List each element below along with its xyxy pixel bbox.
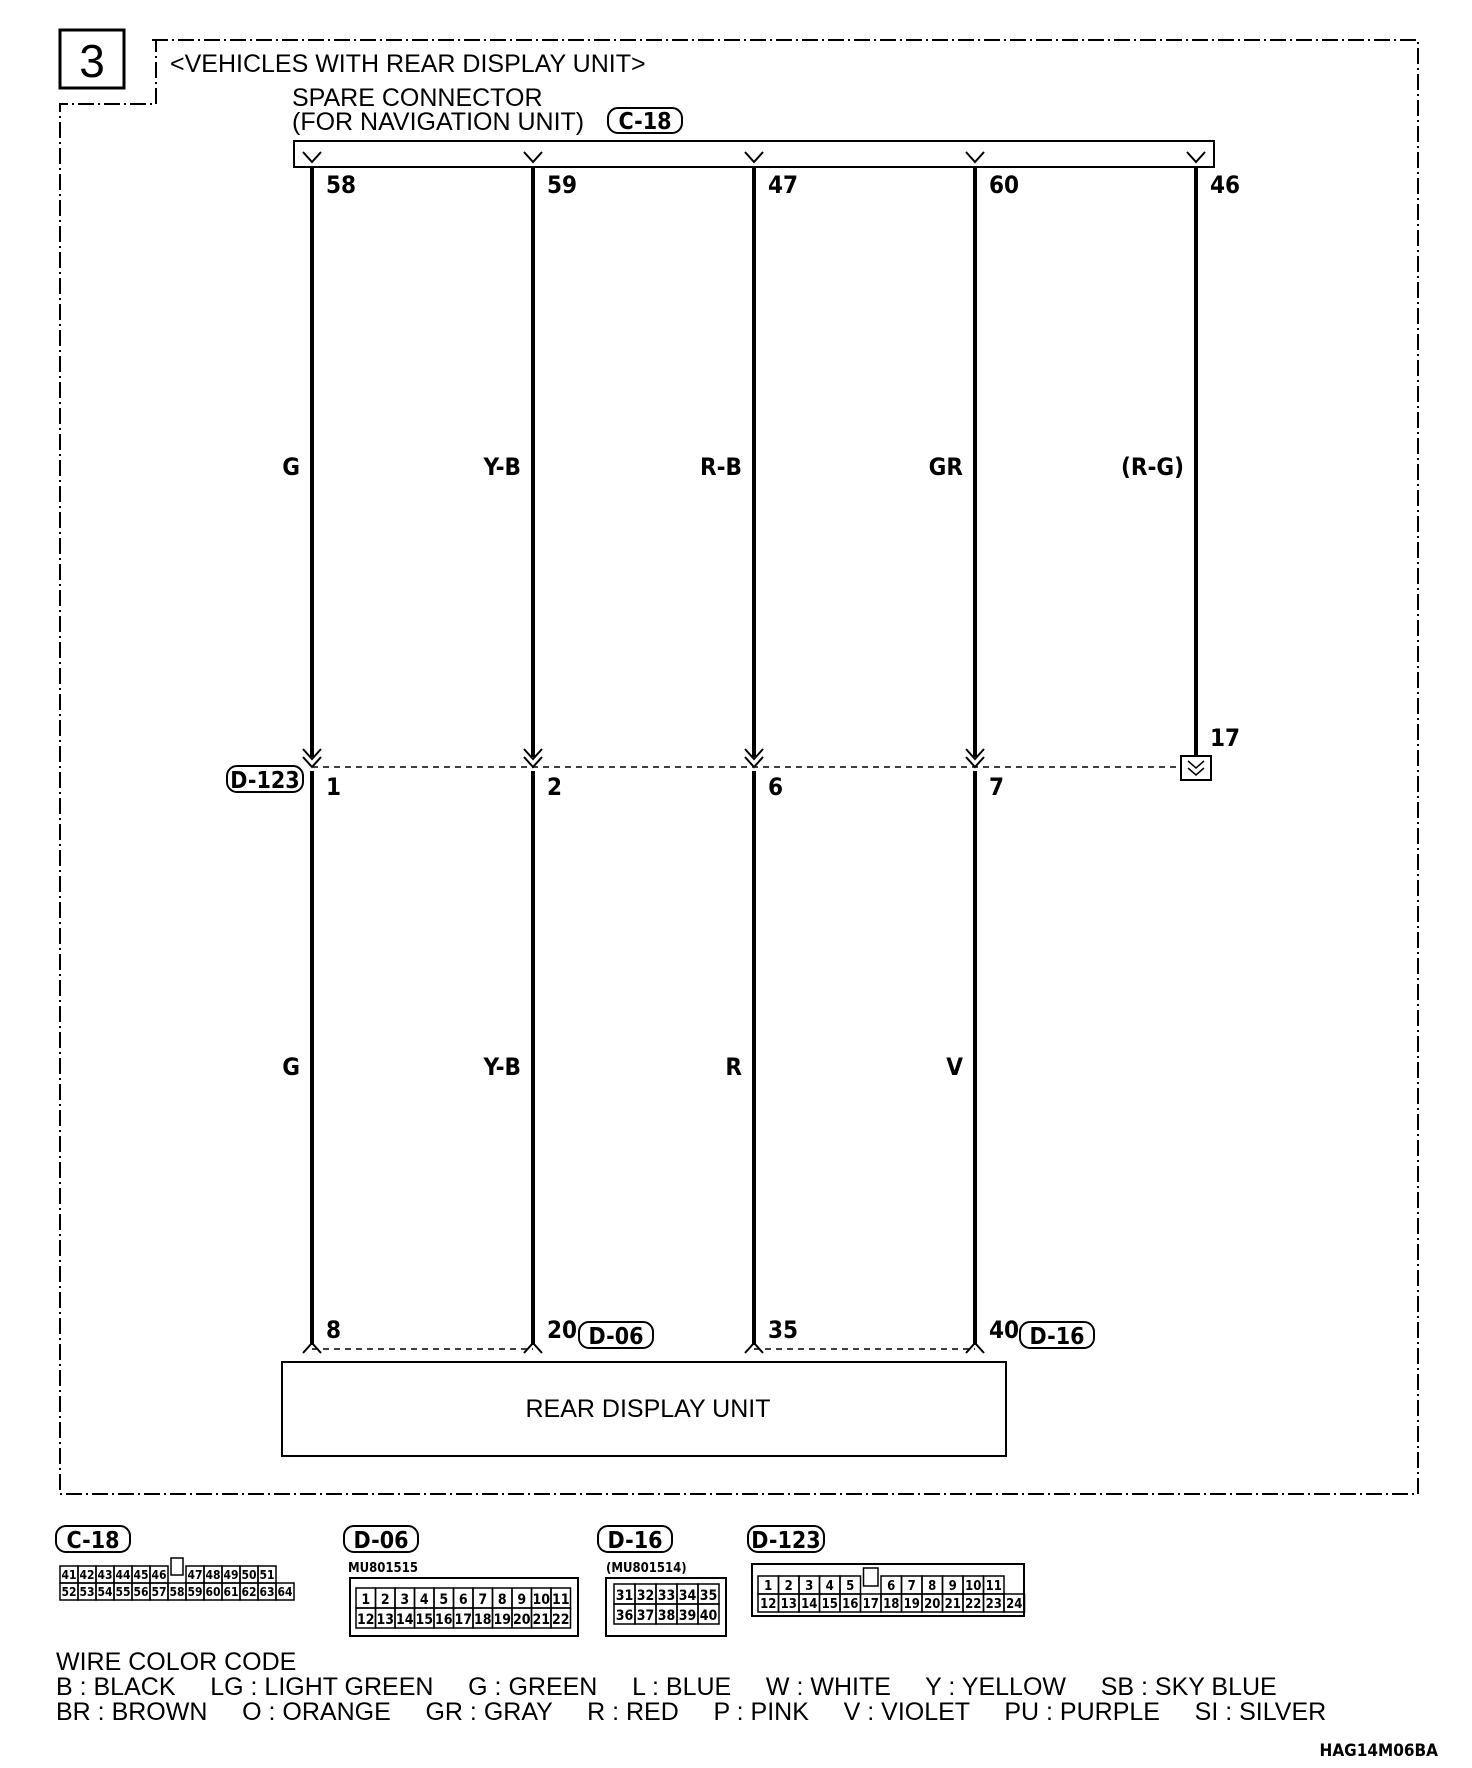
d123-view-cavity-number: 16 (842, 1597, 859, 1612)
pin-number: 46 (1210, 171, 1241, 199)
d16-view-cavity-number: 37 (636, 1608, 655, 1624)
pin-number: 20 (547, 1316, 578, 1344)
c18-view-code: C-18 (66, 1528, 120, 1554)
d16-view-housing (606, 1578, 726, 1636)
wire-color-label: (R-G) (1120, 453, 1184, 481)
spare-connector-subtitle: (FOR NAVIGATION UNIT) (292, 108, 585, 136)
d123-view-cavity-number: 23 (985, 1597, 1002, 1612)
pin-number: 58 (326, 171, 357, 199)
wire-color-code-line1: B : BLACK LG : LIGHT GREEN G : GREEN L : BLUE W : WHITE Y : YELLOW SB : SKY BLUE (56, 1673, 1277, 1701)
d123-view-code: D-123 (751, 1528, 821, 1554)
c18-view-cavity-number: 41 (61, 1568, 77, 1582)
d06-view-cavity-number: 17 (454, 1612, 473, 1628)
pin-number: 40 (989, 1316, 1020, 1344)
d123-view-cavity-number: 17 (862, 1597, 879, 1612)
wire-color-code-line2: BR : BROWN O : ORANGE GR : GRAY R : RED P : PINK V : VIOLET PU : PURPLE SI : SILVER (56, 1698, 1327, 1726)
d16-part-number: (MU801514) (606, 1561, 687, 1576)
c18-view-cavity-number: 44 (115, 1568, 131, 1582)
c18-view-cavity-number: 53 (79, 1585, 95, 1599)
d16-view-cavity-number: 39 (678, 1608, 697, 1624)
d06-view-cavity-number: 18 (473, 1612, 492, 1628)
d06-view-cavity-number: 9 (517, 1592, 527, 1608)
wire-color-label: R-B (699, 453, 742, 481)
d123-view-cavity-number: 6 (887, 1579, 896, 1594)
d06-view-cavity-number: 1 (361, 1592, 371, 1608)
d16-view-cavity-number: 31 (615, 1588, 634, 1604)
pin-number: 35 (768, 1316, 799, 1344)
c18-view-cavity-number: 47 (187, 1568, 203, 1582)
c18-view-cavity-number: 58 (169, 1585, 185, 1599)
d06-view-cavity-number: 19 (493, 1612, 512, 1628)
d123-view-cavity-number: 8 (928, 1579, 937, 1594)
wire-color-label: G (282, 1053, 300, 1081)
section-number: 3 (79, 35, 105, 87)
d123-view-cavity-number: 24 (1006, 1597, 1023, 1612)
figure-code: HAG14M06BA (1319, 1741, 1438, 1761)
terminal-mark (524, 152, 542, 162)
d123-view-cavity-number: 11 (985, 1579, 1002, 1594)
d16-view-cavity-number: 36 (615, 1608, 634, 1624)
c18-view-cavity-number: 62 (241, 1585, 257, 1599)
c18-view-cavity-number: 54 (97, 1585, 113, 1599)
variant-label: <VEHICLES WITH REAR DISPLAY UNIT> (170, 50, 646, 78)
spare-connector-title: SPARE CONNECTOR (292, 84, 543, 112)
pin-number: 59 (547, 171, 578, 199)
terminal-mark (303, 152, 321, 162)
d123-view-cavity-number: 10 (965, 1579, 982, 1594)
d123-view-cavity-number: 12 (760, 1597, 777, 1612)
d06-view-cavity-number: 15 (415, 1612, 434, 1628)
d123-view-cavity-number: 3 (805, 1579, 814, 1594)
d123-view-cavity-number: 13 (780, 1597, 797, 1612)
connector-code-d06: D-06 (588, 1324, 644, 1350)
d123-view-cavity-number: 2 (784, 1579, 793, 1594)
d06-view-cavity-number: 3 (400, 1592, 410, 1608)
d16-view-cavity-number: 32 (636, 1588, 655, 1604)
connector-code-d16: D-16 (1029, 1324, 1085, 1350)
wire-color-label: G (282, 453, 300, 481)
pin-number: 17 (1210, 724, 1241, 752)
d06-view-cavity-number: 14 (395, 1612, 414, 1628)
d123-view-cavity-number: 15 (821, 1597, 838, 1612)
c18-view-cavity-number: 61 (223, 1585, 239, 1599)
d06-view-cavity-number: 8 (497, 1592, 507, 1608)
d06-view-cavity-number: 16 (434, 1612, 453, 1628)
terminal-mark (745, 152, 763, 162)
terminal-mark (1187, 152, 1205, 162)
pin-number: 8 (326, 1316, 342, 1344)
d16-view-cavity-number: 33 (657, 1588, 676, 1604)
pin-number: 60 (989, 171, 1020, 199)
pin-number: 7 (989, 773, 1005, 801)
c18-view-cavity-number: 42 (79, 1568, 95, 1582)
d06-view-cavity-number: 21 (532, 1612, 551, 1628)
d123-view-lock (864, 1568, 879, 1586)
c18-view-cavity-number: 60 (205, 1585, 221, 1599)
connector-code-c18: C-18 (618, 109, 672, 135)
d123-view-cavity-number: 14 (801, 1597, 818, 1612)
d123-view-cavity-number: 18 (883, 1597, 900, 1612)
c18-view-cavity-number: 55 (115, 1585, 131, 1599)
connector-code-d123: D-123 (230, 768, 300, 794)
d06-view-cavity-number: 22 (551, 1612, 570, 1628)
d06-view-cavity-number: 7 (478, 1592, 488, 1608)
d123-view-cavity-number: 22 (965, 1597, 982, 1612)
d06-view-cavity-number: 13 (376, 1612, 395, 1628)
c18-view-cavity-number: 63 (259, 1585, 275, 1599)
c18-view-cavity-number: 46 (151, 1568, 167, 1582)
c18-view-cavity-number: 43 (97, 1568, 113, 1582)
c18-view-cavity-number: 45 (133, 1568, 149, 1582)
c18-view-cavity-number: 64 (277, 1585, 293, 1599)
c18-view-cavity-number: 51 (259, 1568, 275, 1582)
c18-view-lock (171, 1558, 183, 1575)
d123-view-cavity-number: 1 (764, 1579, 773, 1594)
d123-view-cavity-number: 5 (846, 1579, 855, 1594)
d123-view-cavity-number: 21 (944, 1597, 961, 1612)
d06-view-cavity-number: 4 (419, 1592, 429, 1608)
pin-number: 1 (326, 773, 342, 801)
d16-view-cavity-number: 34 (678, 1588, 697, 1604)
d16-view-cavity-number: 35 (699, 1588, 718, 1604)
d16-view-code: D-16 (607, 1528, 663, 1554)
d16-view-cavity-number: 38 (657, 1608, 676, 1624)
wire-color-code-title: WIRE COLOR CODE (56, 1648, 297, 1676)
c18-view-cavity-number: 57 (151, 1585, 167, 1599)
pin-number: 6 (768, 773, 784, 801)
wire-color-label: Y-B (483, 453, 521, 481)
d06-view-cavity-number: 5 (439, 1592, 449, 1608)
c18-view-cavity-number: 50 (241, 1568, 257, 1582)
d06-view-cavity-number: 10 (532, 1592, 551, 1608)
c18-view-cavity-number: 56 (133, 1585, 149, 1599)
d123-view-cavity-number: 20 (924, 1597, 941, 1612)
wire-color-label: V (946, 1053, 963, 1081)
d123-view-cavity-number: 7 (907, 1579, 916, 1594)
d06-view-cavity-number: 6 (458, 1592, 468, 1608)
wire-color-label: R (725, 1053, 742, 1081)
c18-view-cavity-number: 49 (223, 1568, 239, 1582)
wire-color-label: Y-B (483, 1053, 521, 1081)
wire-layer (282, 152, 1240, 1353)
c18-view-cavity-number: 48 (205, 1568, 221, 1582)
d06-view-cavity-number: 20 (512, 1612, 531, 1628)
d123-view-cavity-number: 19 (903, 1597, 920, 1612)
d06-view-cavity-number: 11 (551, 1592, 570, 1608)
d06-part-number: MU801515 (348, 1561, 418, 1576)
d06-view-code: D-06 (353, 1528, 409, 1554)
rear-display-unit-label: REAR DISPLAY UNIT (525, 1395, 771, 1423)
c18-view-cavity-number: 52 (61, 1585, 77, 1599)
d123-view-cavity-number: 9 (948, 1579, 957, 1594)
wire-color-label: GR (928, 453, 963, 481)
pin-number: 47 (768, 171, 799, 199)
d06-view-cavity-number: 2 (380, 1592, 390, 1608)
connector-views (56, 1526, 1025, 1636)
d16-view-cavity-number: 40 (699, 1608, 718, 1624)
d123-view-cavity-number: 4 (825, 1579, 834, 1594)
terminal-mark (966, 152, 984, 162)
c18-view-cavity-number: 59 (187, 1585, 203, 1599)
pin-number: 2 (547, 773, 563, 801)
d06-view-cavity-number: 12 (356, 1612, 375, 1628)
